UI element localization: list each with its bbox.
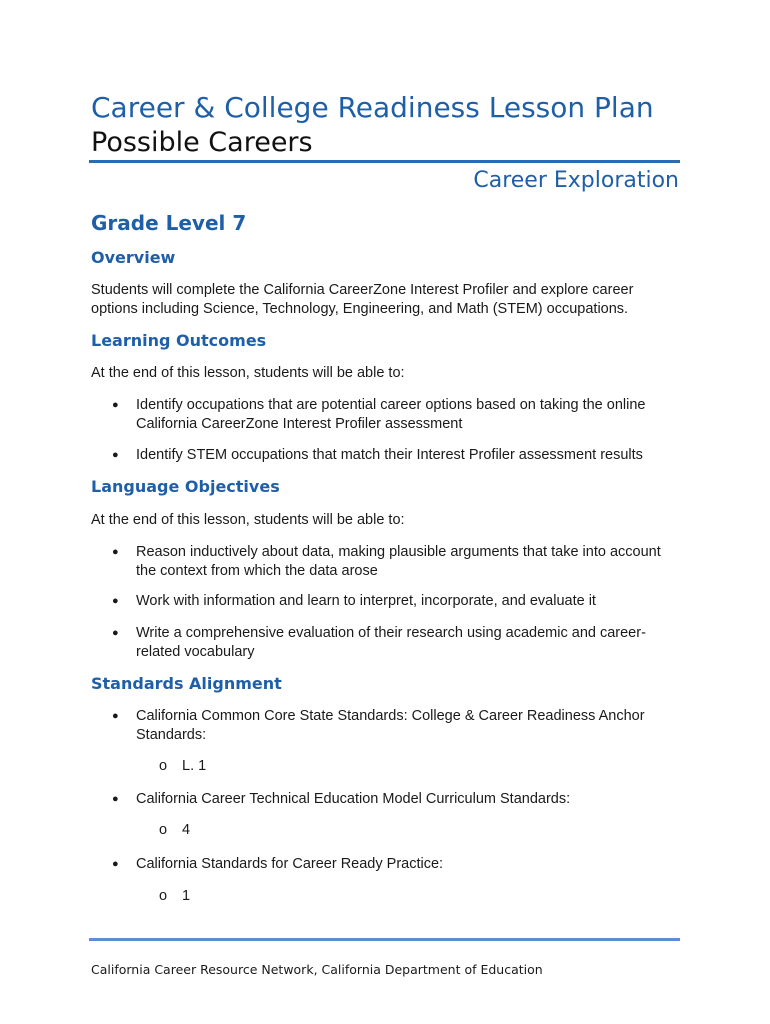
bullet-icon: ● (112, 710, 119, 722)
bullet-icon: ● (112, 858, 119, 870)
standard-sub-item (159, 821, 190, 840)
sub-bullet-icon: o (159, 758, 168, 774)
language-objective-text: Reason inductively about data, making plausible arguments that take into account the context from which the data arose (136, 544, 661, 579)
language-objectives-heading: Language Objectives (91, 477, 280, 496)
learning-outcome-text: Identify STEM occupations that match their Interest Profiler assessment results (136, 447, 643, 463)
grade-level-heading: Grade Level 7 (91, 211, 247, 235)
standard-sub-item (159, 887, 190, 906)
standard-sub-text: 4 (182, 822, 191, 838)
learning-outcome-item (112, 396, 682, 433)
standard-text: California Career Technical Education Model Curriculum Standards: (136, 791, 571, 807)
learning-outcomes-intro: At the end of this lesson, students will be able to: (91, 365, 405, 381)
language-objectives-intro: At the end of this lesson, students will be able to: (91, 512, 405, 528)
bullet-icon: ● (112, 627, 119, 639)
learning-outcome-text: Identify occupations that are potential career options based on taking the online California CareerZone Interest Profiler assessment (136, 397, 646, 432)
language-objective-text: Work with information and learn to interpret, incorporate, and evaluate it (136, 593, 596, 609)
page-title: Career & College Readiness Lesson Plan (91, 91, 654, 124)
overview-text: Students will complete the California CareerZone Interest Profiler and explore career options including Science, Technology, Engineering, and Math (STEM) occupations. (91, 282, 634, 317)
bullet-icon: ● (112, 399, 119, 411)
bullet-icon: ● (112, 449, 119, 461)
standard-text: California Standards for Career Ready Practice: (136, 856, 444, 872)
title-divider (89, 160, 680, 163)
language-objective-text: Write a comprehensive evaluation of their research using academic and career-related vocabulary (136, 625, 646, 660)
sub-bullet-icon: o (159, 822, 168, 838)
standard-sub-text: L. 1 (182, 758, 207, 774)
bullet-icon: ● (112, 595, 119, 607)
standard-item (112, 855, 682, 874)
footer-text: California Career Resource Network, California Department of Education (91, 962, 543, 977)
lesson-category: Career Exploration (473, 168, 679, 193)
learning-outcome-item (112, 446, 682, 465)
language-objective-item (112, 592, 682, 611)
overview-heading: Overview (91, 248, 176, 267)
standard-item (112, 790, 682, 809)
standards-alignment-heading: Standards Alignment (91, 674, 282, 693)
language-objective-item (112, 543, 682, 580)
footer-divider (89, 938, 680, 941)
standard-text: California Common Core State Standards: College & Career Readiness Anchor Standards: (136, 708, 645, 743)
standard-sub-item (159, 757, 206, 776)
standard-item (112, 707, 682, 744)
bullet-icon: ● (112, 793, 119, 805)
standard-sub-text: 1 (182, 888, 191, 904)
sub-bullet-icon: o (159, 888, 168, 904)
language-objective-item (112, 624, 682, 661)
bullet-icon: ● (112, 546, 119, 558)
page-subtitle: Possible Careers (91, 127, 313, 158)
learning-outcomes-heading: Learning Outcomes (91, 331, 267, 350)
